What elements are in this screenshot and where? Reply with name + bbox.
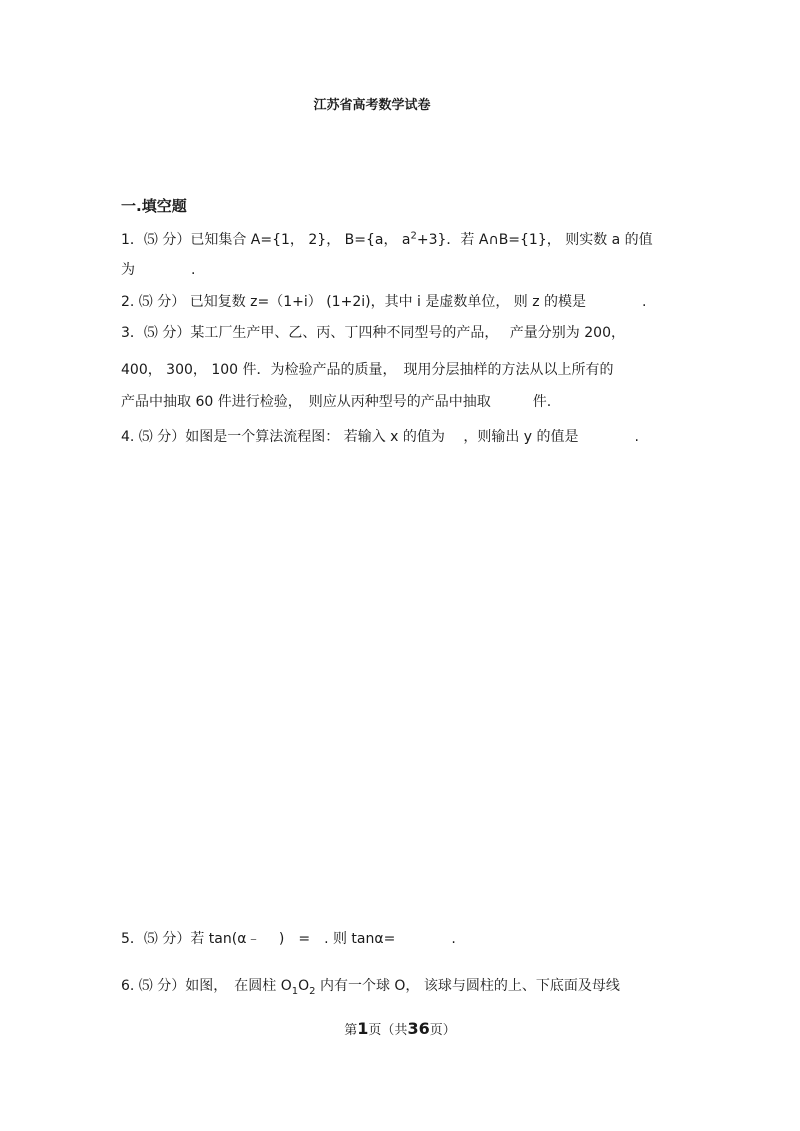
question-5: 5．⑸ 分）若 tan(α﹣ ) = . 则 tanα= .: [121, 931, 456, 947]
page-footer: 第1页（共36页）: [344, 1019, 456, 1038]
document-title: [0, 94, 800, 113]
question-3-line-2: 400， 300， 100 件．为检验产品的质量， 现用分层抽样的方法从以上所有的: [121, 362, 614, 378]
question-4: 4. ⑸ 分）如图是一个算法流程图： 若输入 x 的值为 ，则输出 y 的值是 .: [121, 429, 639, 445]
question-1-line-1: 1．⑸ 分）已知集合 A={1， 2}， B={a， $a^2+3$}．若 A∩B={1}， 则实数 a 的值: [121, 230, 653, 248]
question-1-line-2: 为 .: [121, 262, 196, 278]
question-2: 2. ⑸ 分） 已知复数 z=（1+i） (1+2i)，其中 i 是虚数单位， 则 z 的模是 .: [121, 294, 647, 310]
question-6: 6. ⑸ 分）如图， 在圆柱 $O_1O_2$ 内有一个球 O， 该球与圆柱的上、下底面及母线: [121, 978, 620, 997]
title-text: 江苏省高考数学试卷: [313, 98, 431, 113]
section-heading: 一.填空题: [121, 197, 187, 215]
question-3-line-3: 产品中抽取 60 件进行检验， 则应从丙种型号的产品中抽取 件.: [121, 394, 552, 410]
current-page-number: 1: [357, 1019, 369, 1038]
total-page-count: 36: [407, 1019, 430, 1038]
question-3-line-1: 3．⑸ 分）某工厂生产甲、乙、丙、丁四种不同型号的产品， 产量分别为 200，: [121, 325, 625, 341]
